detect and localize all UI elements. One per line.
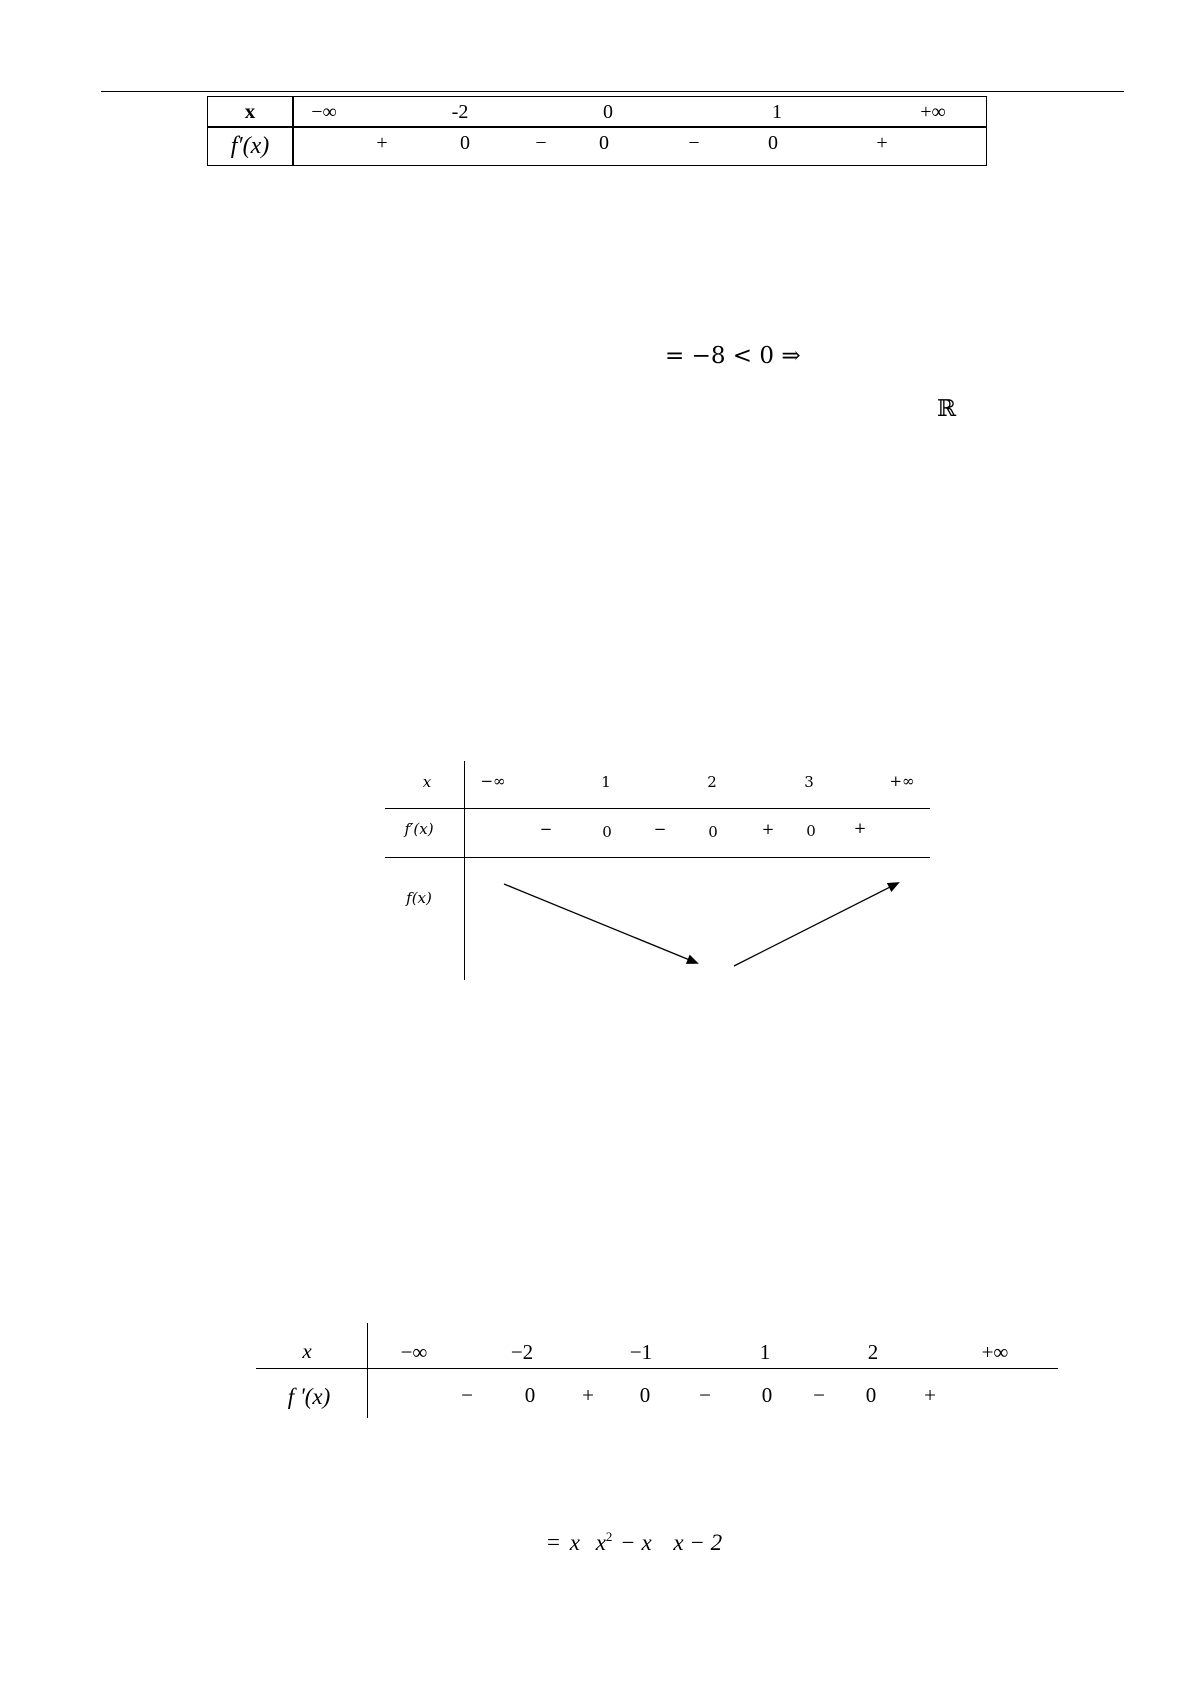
- math-inequality: = −8 < 0 ⇒: [665, 343, 801, 369]
- table2-f-label: f(x): [406, 889, 432, 907]
- table2-sign: 0: [708, 823, 718, 841]
- table1-x-value: +∞: [920, 101, 946, 123]
- table1-x-value: 0: [603, 101, 613, 123]
- equals-sign: =: [547, 1529, 560, 1555]
- term-minus-x: − x: [620, 1529, 652, 1555]
- table1-sign: 0: [460, 132, 470, 154]
- table1-sign: +: [376, 132, 388, 154]
- table3-sign: −: [699, 1383, 711, 1407]
- table1-sign: −: [535, 132, 547, 154]
- table2-sign: +: [761, 820, 775, 838]
- table2-x-label: x: [422, 773, 432, 791]
- table3-x-value: −1: [629, 1340, 653, 1364]
- table1-x-value: 1: [772, 101, 782, 123]
- table3-sign: +: [582, 1383, 594, 1407]
- table3-fprime-label: f '(x): [287, 1384, 331, 1409]
- factorization-expression: [547, 1530, 722, 1554]
- table3-sign: 0: [761, 1383, 773, 1407]
- table1-sign: 0: [768, 132, 778, 154]
- table1-x-label: x: [244, 99, 256, 123]
- table1-sign: 0: [599, 132, 609, 154]
- table1-x-value: -2: [451, 101, 469, 123]
- table1-fprime-label: f′(x): [230, 133, 270, 159]
- table2-sign: 0: [806, 822, 816, 840]
- table3-sign: −: [813, 1383, 825, 1407]
- table2-x-value: 1: [601, 773, 611, 791]
- table2-x-value: −∞: [480, 772, 506, 790]
- table2-fprime-label: f′(x): [404, 820, 434, 838]
- factor-x: x: [569, 1529, 580, 1555]
- table1-sign: −: [688, 132, 700, 154]
- table3-sign: 0: [865, 1383, 877, 1407]
- table2-x-value: 3: [804, 773, 814, 791]
- table3-x-value: −2: [510, 1340, 534, 1364]
- table2-sign: −: [653, 820, 667, 838]
- table2-x-value: +∞: [889, 772, 915, 790]
- table3-x-value: 2: [867, 1340, 879, 1364]
- term-x-minus-2: x − 2: [673, 1529, 723, 1555]
- decreasing-arrow: [504, 884, 697, 963]
- table2-sign: +: [853, 819, 867, 837]
- table2-sign: −: [539, 820, 553, 838]
- table3-x-value: 1: [759, 1340, 771, 1364]
- table3-x-value: +∞: [981, 1340, 1009, 1364]
- table2-sign: 0: [602, 823, 612, 841]
- exponent: 2: [605, 1529, 613, 1544]
- real-numbers-symbol: ℝ: [937, 396, 957, 422]
- table1-x-value: −∞: [311, 101, 337, 123]
- increasing-arrow: [734, 883, 898, 966]
- table3-x-label: x: [302, 1339, 312, 1363]
- factor-x-squared: x: [595, 1529, 606, 1555]
- table3-x-value: −∞: [400, 1340, 428, 1364]
- table3-sign: +: [924, 1383, 936, 1407]
- table3-sign: −: [461, 1383, 473, 1407]
- table3-sign: 0: [524, 1383, 536, 1407]
- table1-sign: +: [876, 132, 888, 154]
- table2-x-value: 2: [707, 773, 717, 791]
- table3-sign: 0: [639, 1383, 651, 1407]
